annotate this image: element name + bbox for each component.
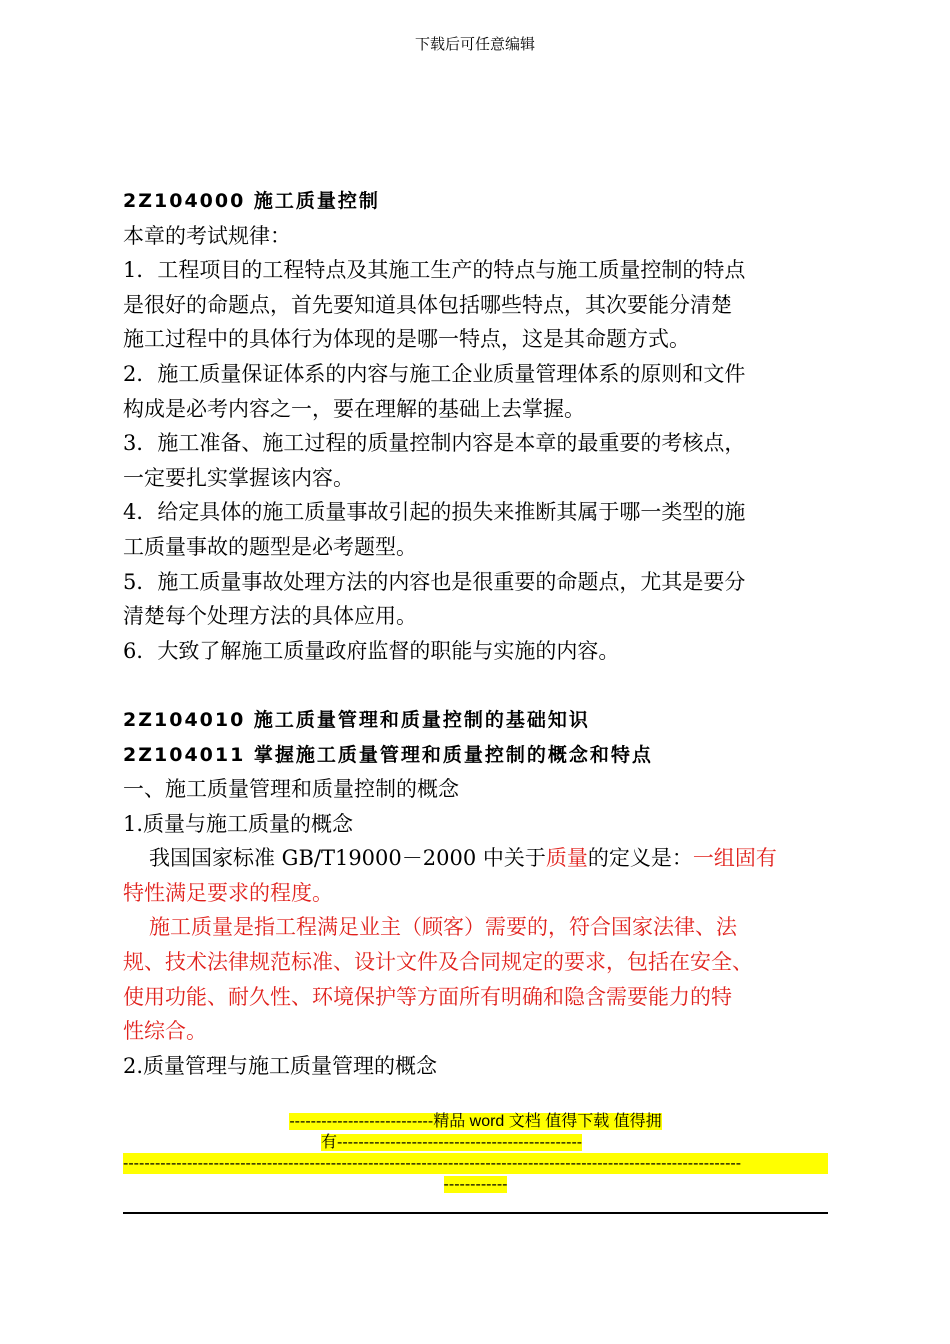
footer-rule — [123, 1212, 828, 1214]
highlighted-text: 质量 — [545, 846, 588, 871]
paragraph-line — [123, 841, 833, 876]
text-run: 的定义是： — [587, 846, 693, 871]
section-heading: 2Z104011 掌握施工质量管理和质量控制的概念和特点 — [123, 743, 653, 766]
paragraph-line: 使用功能、耐久性、环境保护等方面所有明确和隐含需要能力的特 — [123, 984, 732, 1009]
footer-text: 有---------------------------------------------- — [321, 1134, 583, 1151]
text-run: 我国国家标准 GB/T19000－2000 中关于 — [149, 846, 546, 871]
footer-banner — [123, 1111, 828, 1195]
paragraph-line: 4．给定具体的施工质量事故引起的损失来推断其属于哪一类型的施 — [123, 500, 746, 525]
blank-line — [123, 668, 833, 703]
paragraph-line: 构成是必考内容之一，要在理解的基础上去掌握。 — [123, 396, 585, 421]
paragraph-line: 施工过程中的具体行为体现的是哪一特点，这是其命题方式。 — [123, 327, 690, 352]
paragraph-line: 一、施工质量管理和质量控制的概念 — [123, 777, 459, 802]
footer-text: ------------ — [443, 1176, 508, 1193]
paragraph-line: 本章的考试规律： — [123, 223, 291, 248]
highlighted-text: 一组固有 — [692, 846, 777, 871]
footer-line-4 — [123, 1174, 828, 1195]
footer-line-3: -------------------------------------------------------------------------------------------------------------------- — [123, 1153, 828, 1174]
paragraph-line: 施工质量是指工程满足业主（顾客）需要的，符合国家法律、法 — [149, 915, 737, 940]
paragraph-line: 2.质量管理与施工质量管理的概念 — [123, 1053, 438, 1078]
footer-line-1 — [123, 1111, 828, 1132]
paragraph-line: 特性满足要求的程度。 — [123, 880, 333, 905]
paragraph-line: 性综合。 — [123, 1019, 207, 1044]
section-heading: 2Z104000 施工质量控制 — [123, 190, 380, 212]
paragraph-line: 3．施工准备、施工过程的质量控制内容是本章的最重要的考核点， — [123, 431, 746, 456]
page-header: 下载后可任意编辑 — [414, 35, 535, 53]
paragraph-line: 1．工程项目的工程特点及其施工生产的特点与施工质量控制的特点 — [123, 258, 746, 283]
paragraph-line: 清楚每个处理方法的具体应用。 — [123, 604, 417, 629]
paragraph-line: 一定要扎实掌握该内容。 — [123, 465, 354, 490]
paragraph-line: 6．大致了解施工质量政府监督的职能与实施的内容。 — [123, 638, 620, 663]
document-body — [123, 184, 833, 1083]
paragraph-line: 规、技术法律规范标准、设计文件及合同规定的要求，包括在安全、 — [123, 950, 753, 975]
paragraph-line: 是很好的命题点，首先要知道具体包括哪些特点，其次要能分清楚 — [123, 292, 732, 317]
footer-line-2 — [123, 1132, 828, 1153]
section-heading: 2Z104010 施工质量管理和质量控制的基础知识 — [123, 708, 590, 731]
footer-text: ---------------------------精品 word 文档 值得下载 值得拥 — [289, 1113, 662, 1130]
paragraph-line: 2．施工质量保证体系的内容与施工企业质量管理体系的原则和文件 — [123, 361, 746, 386]
paragraph-line: 工质量事故的题型是必考题型。 — [123, 534, 417, 559]
paragraph-line: 1.质量与施工质量的概念 — [123, 811, 354, 836]
paragraph-line: 5．施工质量事故处理方法的内容也是很重要的命题点，尤其是要分 — [123, 569, 746, 594]
